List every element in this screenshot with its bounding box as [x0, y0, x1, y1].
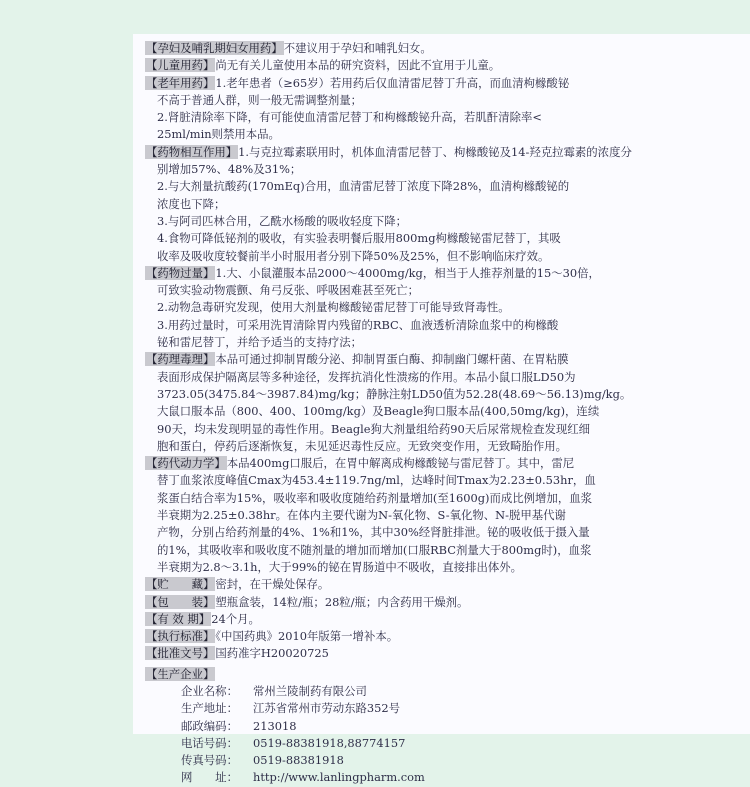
standard-text: 《中国药典》2010年版第一增补本。: [215, 629, 399, 644]
overdose-line: [145, 317, 740, 334]
manufacturer-field-key: 邮政编码：: [181, 718, 238, 733]
pregnancy-label: 【孕妇及哺乳期妇女用药】: [146, 41, 283, 55]
package-line: [145, 594, 740, 611]
overdose-line: [145, 334, 740, 351]
manufacturer-label: 【生产企业】: [146, 666, 215, 681]
elderly-line: [145, 75, 740, 92]
validity-line: [145, 611, 740, 628]
package-label: 【包 装】: [146, 594, 215, 609]
manufacturer-field-key: 生产地址：: [181, 701, 238, 716]
pharmacokinetics-line: [145, 524, 740, 541]
pharmacology-line: [145, 421, 740, 438]
overdose-line: [145, 265, 740, 282]
manufacturer-field: [145, 752, 740, 769]
manufacturer-field-key: 传真号码：: [181, 753, 238, 768]
pharmacokinetics-text: 替丁血浆浓度峰值Cmax为453.4±119.7ng/ml，达峰时间Tmax为2.23±0.53hr，血: [157, 473, 596, 488]
pharmacokinetics-text: 的1%，其吸收率和吸收度不随剂量的增加而增加(口服RBC剂量大于800mg时)，血浆: [157, 542, 592, 557]
interactions-line: [145, 230, 740, 247]
elderly-line: [145, 92, 740, 109]
interactions-text: 1.与克拉霉素联用时，机体血清雷尼替丁、枸橼酸铋及14-羟克拉霉素的浓度分: [238, 144, 632, 159]
pharmacokinetics-text: 半衰期为2.25±0.38hr。在体内主要代谢为N-氧化物、S-氧化物、N-脱甲基代谢: [157, 508, 566, 523]
pharmacology-line: [145, 403, 740, 420]
interactions-line: [145, 178, 740, 195]
pharmacokinetics-line: [145, 542, 740, 559]
interactions-text: 别增加57%、48%及31%；: [157, 162, 302, 177]
children-line: [145, 57, 740, 74]
overdose-label: 【药物过量】: [146, 265, 215, 280]
storage-label: 【贮 藏】: [146, 577, 215, 592]
validity-label: 【有 效 期】: [146, 611, 211, 626]
pharmacokinetics-text: 产物，分别占给药剂量的4%、1%和1%，其中30%经肾脏排泄。铋的吸收低于摄入量: [157, 525, 590, 540]
manufacturer-field: [145, 683, 740, 700]
storage-text: 密封，在干燥处保存。: [215, 577, 330, 592]
manufacturer-field-value: 江苏省常州市劳动东路352号: [253, 701, 401, 716]
manufacturer-field-key: 网 址：: [181, 770, 238, 785]
manufacturer-field-value: 常州兰陵制药有限公司: [253, 683, 367, 698]
manufacturer-field-value: http://www.lanlingpharm.com: [253, 770, 425, 785]
interactions-label: 【药物相互作用】: [146, 144, 238, 159]
overdose-line: [145, 282, 740, 299]
overdose-text: 铋和雷尼替丁，并给予适当的支持疗法；: [157, 335, 363, 350]
manufacturer-field-value: 213018: [253, 718, 297, 733]
standard-label: 【执行标准】: [146, 629, 215, 644]
approval-text: 国药准字H20020725: [215, 646, 329, 661]
interactions-text: 2.与大剂量抗酸药(170mEq)合用，血清雷尼替丁浓度下降28%，血清枸橼酸铋的: [157, 179, 570, 194]
manufacturer-field: [145, 700, 740, 717]
interactions-line: [145, 248, 740, 265]
elderly-text: 1.老年患者（≥65岁）若用药后仅血清雷尼替丁升高，而血清枸橼酸铋: [215, 75, 570, 90]
children-label: 【儿童用药】: [146, 58, 215, 73]
package-text: 塑瓶盒装，14粒/瓶；28粒/瓶；内含药用干燥剂。: [215, 594, 469, 609]
pharmacokinetics-line: [145, 507, 740, 524]
overdose-text: 可致实验动物震颤、角弓反张、呼吸困难甚至死亡；: [157, 283, 419, 298]
interactions-line: [145, 161, 740, 178]
pharmacokinetics-line: [145, 559, 740, 576]
pharmacology-line: [145, 369, 740, 386]
interactions-line: [145, 144, 740, 161]
elderly-text: 25ml/min则禁用本品。: [157, 127, 280, 142]
pharmacokinetics-label: 【药代动力学】: [146, 456, 226, 471]
children-text: 尚无有关儿童使用本品的研究资料，因此不宜用于儿童。: [215, 58, 501, 73]
manufacturer-field: [145, 769, 740, 786]
pharmacology-text: 大鼠口服本品（800、400、100mg/kg）及Beagle狗口服本品(400,50mg/kg)，连续: [157, 404, 600, 419]
pharmacokinetics-text: 半衰期为2.8～3.1h，大于99%的铋在胃肠道中不吸收，直接排出体外。: [157, 559, 523, 574]
overdose-text: 3.用药过量时，可采用洗胃清除胃内残留的RBC、血液透析清除血浆中的枸橼酸: [157, 317, 559, 332]
manufacturer-field: [145, 718, 740, 735]
pharmacokinetics-text: 浆蛋白结合率为15%，吸收率和吸收度随给药剂量增加(至1600g)而成比例增加，血浆: [157, 490, 592, 505]
interactions-line: [145, 196, 740, 213]
manufacturer-field: [145, 735, 740, 752]
standard-line: [145, 628, 740, 645]
manufacturer-field-key: 电话号码：: [181, 735, 238, 750]
overdose-text: 1.大、小鼠灌服本品2000～4000mg/kg，相当于人推荐剂量的15～30倍，: [215, 265, 600, 280]
elderly-text: 不高于普通人群，则一般无需调整剂量；: [157, 92, 363, 107]
pharmacology-text: 3723.05(3475.84～3987.84)mg/kg；静脉注射LD50值为52.28(48.69～56.13)mg/kg。: [157, 386, 632, 401]
overdose-text: 2.动物急毒研究发现，使用大剂量枸橼酸铋雷尼替丁可能导致肾毒性。: [157, 300, 510, 315]
pharmacokinetics-line: [145, 455, 740, 472]
elderly-text: 2.肾脏清除率下降，有可能使血清雷尼替丁和枸橼酸铋升高，若肌酐清除率<: [157, 110, 542, 125]
pharmacokinetics-line: [145, 490, 740, 507]
manufacturer-field-key: 企业名称：: [181, 683, 238, 698]
elderly-line: [145, 109, 740, 126]
pharmacokinetics-text: 本品400mg口服后，在胃中解离成枸橼酸铋与雷尼替丁。其中，雷尼: [226, 456, 575, 471]
interactions-text: 收率及吸收度较餐前半小时服用者分别下降50%及25%，但不影响临床疗效。: [157, 248, 550, 263]
leaflet-sections: [145, 40, 740, 663]
overdose-line: [145, 299, 740, 316]
manufacturer-field-value: 0519-88381918,88774157: [253, 735, 406, 750]
pharmacology-line: [145, 438, 740, 455]
interactions-line: [145, 213, 740, 230]
manufacturer-field-value: 0519-88381918: [253, 753, 344, 768]
elderly-line: [145, 126, 740, 143]
pharmacology-label: 【药理毒理】: [146, 352, 215, 367]
manufacturer-heading: [145, 666, 740, 683]
validity-text: 24个月。: [211, 611, 260, 626]
storage-line: [145, 576, 740, 593]
approval-line: [145, 645, 740, 662]
pharmacology-text: 胞和蛋白，停药后逐渐恢复，未见延迟毒性反应。无致突变作用，无致畸胎作用。: [157, 438, 568, 453]
pregnancy-text: 不建议用于孕妇和哺乳妇女。: [283, 41, 432, 55]
pharmacology-text: 90天，均未发现明显的毒性作用。Beagle狗大剂量组给药90天后尿常规检查发现红细: [157, 421, 591, 436]
approval-label: 【批准文号】: [146, 646, 215, 661]
pharmacology-line: [145, 351, 740, 368]
elderly-label: 【老年用药】: [146, 75, 215, 90]
pharmacokinetics-line: [145, 472, 740, 489]
pharmacology-text: 本品可通过抑制胃酸分泌、抑制胃蛋白酶、抑制幽门螺杆菌、在胃粘膜: [215, 352, 569, 367]
interactions-text: 3.与阿司匹林合用，乙酰水杨酸的吸收轻度下降；: [157, 213, 408, 228]
pregnancy-line: [145, 40, 740, 57]
manufacturer-info: [145, 683, 740, 787]
interactions-text: 浓度也下降；: [157, 196, 226, 211]
drug-leaflet: [133, 34, 750, 785]
pharmacology-text: 表面形成保护隔离层等多种途径，发挥抗消化性溃疡的作用。本品小鼠口服LD50为: [157, 369, 576, 384]
pharmacology-line: [145, 386, 740, 403]
interactions-text: 4.食物可降低铋剂的吸收，有实验表明餐后服用800mg枸橼酸铋雷尼替丁，其吸: [157, 231, 561, 246]
